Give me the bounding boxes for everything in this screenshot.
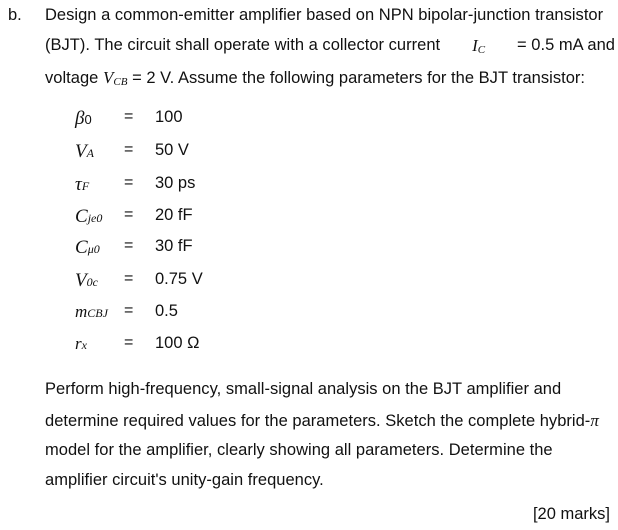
ic-subscript: C [477,44,486,56]
parameter-row [75,270,335,294]
equals-sign: = [124,334,134,351]
equals-sign: = [124,270,134,287]
equals-sign: = [124,302,134,319]
equals-sign: = [124,174,134,191]
intro-line-3-text: voltage [45,69,99,87]
vcb-subscript: CB [113,76,128,88]
parameter-symbol: VA [75,141,94,162]
parameter-symbol: β0 [75,108,92,129]
task-line-3: model for the amplifier, clearly showing all parameters. Determine the [45,441,553,459]
parameter-value: 100 Ω [155,334,200,352]
pi-symbol: π [590,411,599,430]
intro-line-2-value: = 0.5 mA and [517,36,615,54]
parameter-row [75,206,335,230]
parameter-symbol: τF [75,174,90,195]
parameter-row [75,174,335,198]
parameter-value: 50 V [155,141,189,159]
parameter-row [75,141,335,165]
intro-line-1: Design a common-emitter amplifier based on NPN bipolar-junction transistor [45,6,604,24]
equals-sign: = [124,237,134,254]
collector-current [472,36,485,56]
parameter-symbol: V0c [75,270,98,291]
question-label: b. [8,6,22,24]
parameter-value: 0.5 [155,302,178,320]
equals-sign: = [124,108,134,125]
parameter-value: 0.75 V [155,270,203,288]
vcb-symbol: V [102,68,114,87]
parameter-symbol: Cje0 [75,206,103,227]
collector-base-voltage [103,69,128,87]
task-line-4: amplifier circuit's unity-gain frequency. [45,471,324,489]
intro-line-2-text: (BJT). The circuit shall operate with a collector current [45,36,441,54]
marks-label: [20 marks] [532,505,610,523]
parameter-symbol: rx [75,334,87,353]
parameter-row [75,334,335,358]
task-line-2 [45,411,615,431]
parameter-value: 100 [155,108,183,126]
task-line-1: Perform high-frequency, small-signal analysis on the BJT amplifier and [45,380,562,398]
parameter-value: 30 ps [155,174,196,192]
equals-sign: = [124,141,134,158]
parameter-value: 20 fF [155,206,193,224]
intro-line-2 [45,36,615,56]
parameter-row [75,302,335,326]
parameter-value: 30 fF [155,237,193,255]
parameter-row [75,237,335,261]
equals-sign: = [124,206,134,223]
parameter-symbol: Cμ0 [75,237,100,258]
intro-line-3 [45,68,615,88]
parameter-row [75,108,335,132]
parameter-symbol: mCBJ [75,302,108,321]
ic-symbol: I [472,36,478,55]
intro-line-3-rest: = 2 V. Assume the following parameters for the BJT transistor: [132,69,586,87]
task-line-2-text: determine required values for the parameters. Sketch the complete hybrid- [45,412,591,430]
